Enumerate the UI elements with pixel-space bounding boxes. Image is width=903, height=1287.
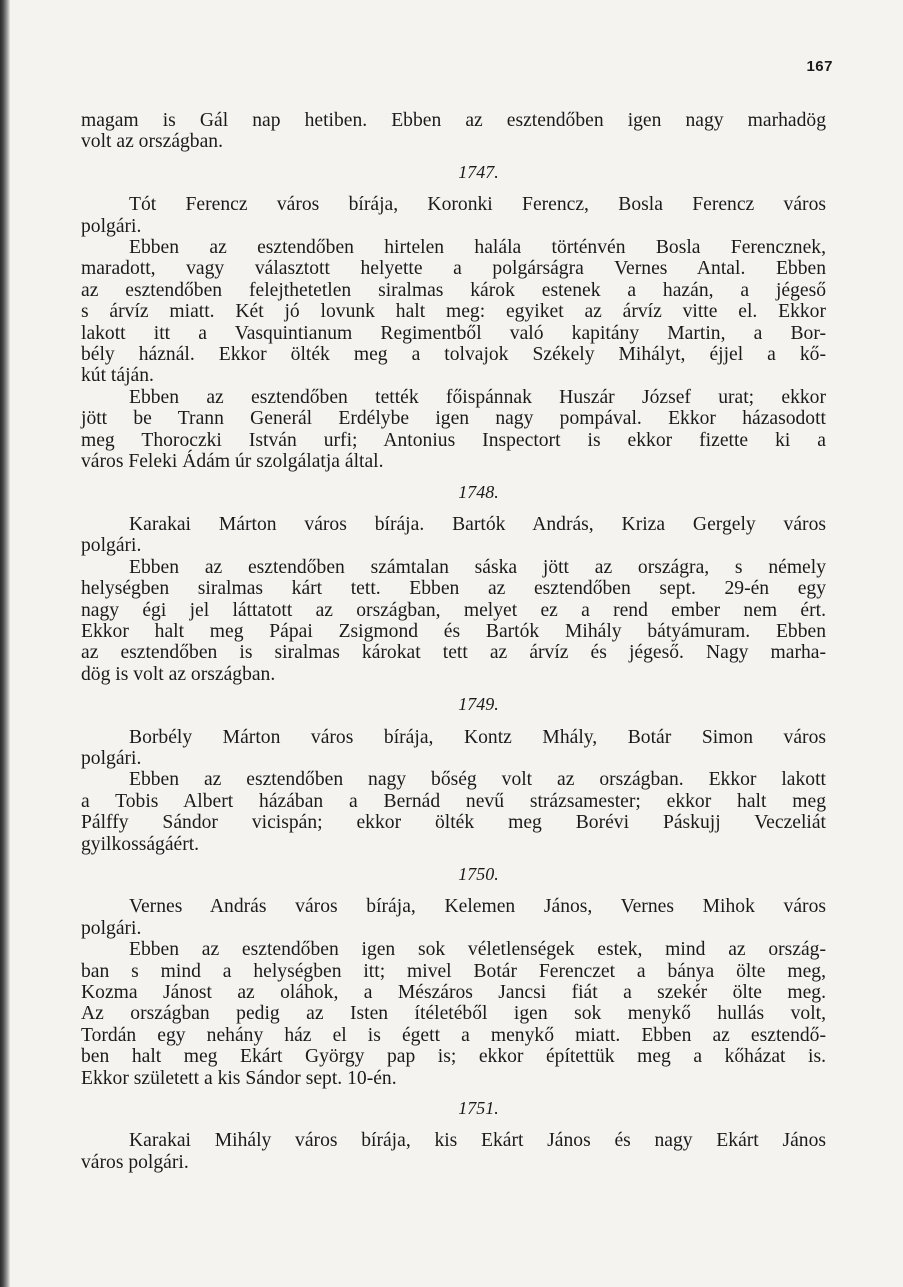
text-line: Kozma Jánost az oláhok, a Mészáros Jancsi fiát a szekér ölte meg. xyxy=(81,982,826,1004)
paragraph xyxy=(81,1130,826,1173)
paragraph xyxy=(81,387,826,473)
text-line: Ebben az esztendőben igen sok véletlenségek estek, mind az ország- xyxy=(129,939,826,961)
paragraph xyxy=(81,514,826,557)
text-line: volt az országban. xyxy=(81,131,223,153)
text-line: Tót Ferencz város bírája, Koronki Ferencz, Bosla Ferencz város xyxy=(129,194,826,216)
paragraph xyxy=(81,769,826,855)
text-line: Ebben az esztendőben számtalan sáska jött az országra, s némely xyxy=(129,556,826,578)
text-line: polgári. xyxy=(81,917,142,939)
year-heading: 1749. xyxy=(458,694,499,715)
paragraph xyxy=(81,110,826,153)
page-binding-edge xyxy=(0,0,10,1287)
text-line: Ekkor halt meg Pápai Zsigmond és Bartók Mihály bátyámuram. Ebben xyxy=(81,620,826,642)
text-line: bély háznál. Ekkor ölték meg a tolvajok Székely Mihályt, éjjel a kő- xyxy=(81,344,826,366)
text-line: város polgári. xyxy=(81,1151,189,1173)
text-line: Ebben az esztendőben tették főispánnak Huszár József urat; ekkor xyxy=(129,386,826,408)
text-line: Ebben az esztendőben nagy bőség volt az országban. Ekkor lakott xyxy=(129,769,826,791)
text-line: maradott, vagy választott helyette a polgárságra Vernes Antal. Ebben xyxy=(81,258,826,280)
text-line: magam is Gál nap hetiben. Ebben az esztendőben igen nagy marhadög xyxy=(81,110,826,131)
text-line: gyilkosságáért. xyxy=(81,833,200,855)
text-line: polgári. xyxy=(81,215,142,237)
paragraph xyxy=(81,194,826,237)
text-line: Karakai Márton város bírája. Bartók András, Kriza Gergely város xyxy=(129,513,826,535)
text-line: Ekkor született a kis Sándor sept. 10-én. xyxy=(81,1067,397,1089)
text-line: Az országban pedig az Isten ítéletéből igen sok menykő hullás volt, xyxy=(81,1003,826,1025)
text-line: polgári. xyxy=(81,747,142,769)
year-heading: 1748. xyxy=(458,481,499,502)
text-line: kút táján. xyxy=(81,365,154,387)
text-line: ben halt meg Ekárt György pap is; ekkor építettük meg a kőházat is. xyxy=(81,1046,826,1068)
text-line: jött be Trann Generál Erdélybe igen nagy pompával. Ekkor házasodott xyxy=(81,408,826,430)
paragraph xyxy=(81,939,826,1089)
paragraph xyxy=(81,727,826,770)
text-line: Vernes András város bírája, Kelemen János, Vernes Mihok város xyxy=(129,896,826,918)
page-body xyxy=(81,110,826,1173)
text-line: ban s mind a helységben itt; mivel Botár Ferenczet a bánya ölte meg, xyxy=(81,960,826,982)
text-line: helységben siralmas kárt tett. Ebben az esztendőben sept. 29-én egy xyxy=(81,578,826,600)
text-line: Ebben az esztendőben hirtelen halála történvén Bosla Ferencznek, xyxy=(129,237,826,259)
text-line: az esztendőben felejthetetlen siralmas károk estenek a hazán, a jégeső xyxy=(81,279,826,301)
text-line: Pálffy Sándor vicispán; ekkor ölték meg Borévi Páskujj Veczeliát xyxy=(81,812,826,834)
year-heading: 1751. xyxy=(458,1098,499,1119)
text-line: a Tobis Albert házában a Bernád nevű strázsamester; ekkor halt meg xyxy=(81,790,826,812)
text-line: lakott itt a Vasquintianum Regimentből való kapitány Martin, a Bor- xyxy=(81,322,826,344)
text-line: nagy égi jel láttatott az országban, melyet ez a rend ember nem ért. xyxy=(81,599,826,621)
text-line: dög is volt az országban. xyxy=(81,663,276,685)
year-heading: 1750. xyxy=(458,864,499,884)
text-line: polgári. xyxy=(81,535,142,557)
text-line: meg Thoroczki István urfi; Antonius Inspectort is ekkor fizette ki a xyxy=(81,429,826,451)
paragraph xyxy=(81,557,826,685)
text-line: az esztendőben is siralmas károkat tett az árvíz és jégeső. Nagy marha- xyxy=(81,642,826,664)
paragraph xyxy=(81,237,826,387)
page-number: 167 xyxy=(806,58,833,75)
text-line: Karakai Mihály város bírája, kis Ekárt János és nagy Ekárt János xyxy=(129,1130,826,1152)
text-line: s árvíz miatt. Két jó lovunk halt meg: egyiket az árvíz vitte el. Ekkor xyxy=(81,301,826,323)
text-line: Tordán egy nehány ház el is égett a menykő miatt. Ebben az esztendő- xyxy=(81,1024,826,1046)
text-line: város Feleki Ádám úr szolgálatja által. xyxy=(81,451,384,473)
paragraph xyxy=(81,896,826,939)
year-heading: 1747. xyxy=(458,161,499,182)
text-line: Borbély Márton város bírája, Kontz Mhály, Botár Simon város xyxy=(129,726,826,748)
